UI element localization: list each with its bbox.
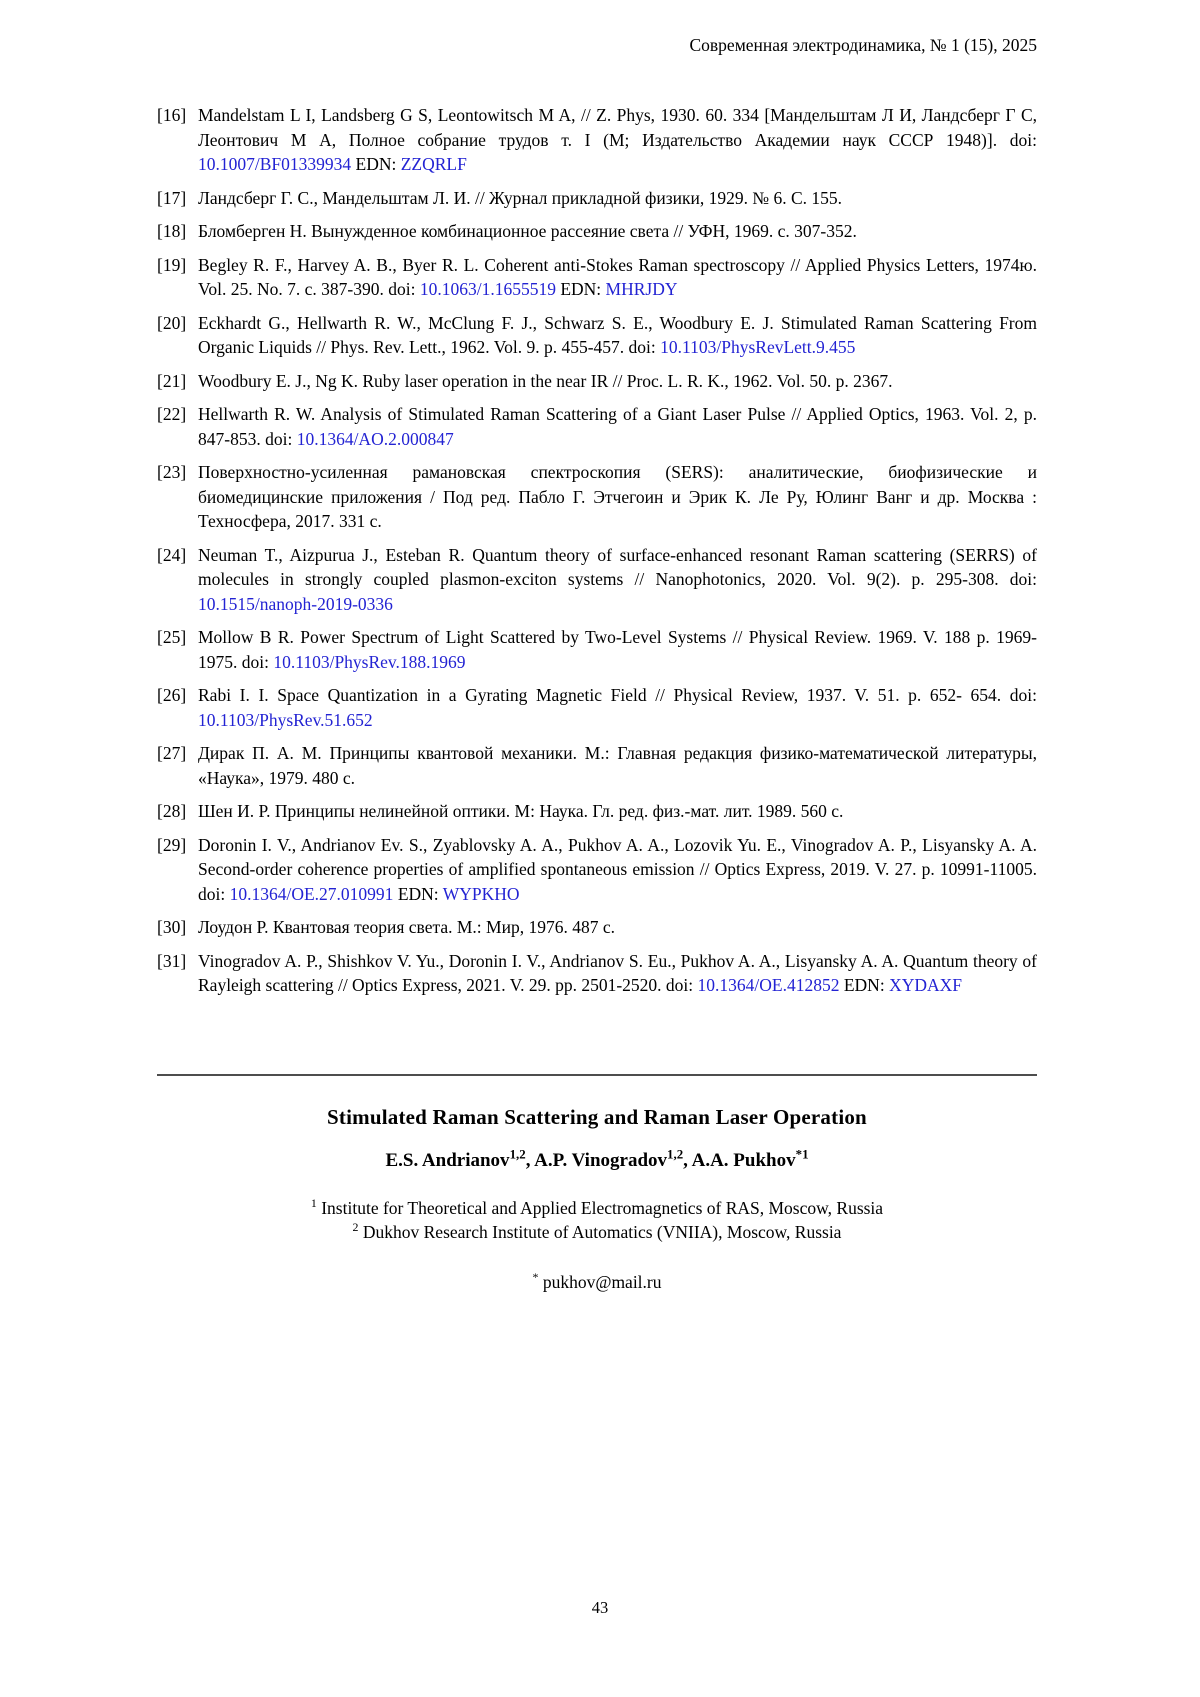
reference-label: [21] [157,370,187,391]
reference-text: Hellwarth R. W. Analysis of Stimulated Raman Scattering of a Giant Laser Pulse // Applied Optics, 1963. Vol. 2, p. 847-853. doi: 10.1364/AO.2.000847 [198,404,1037,449]
reference-text: Ландсберг Г. С., Мандельштам Л. И. // Журнал прикладной физики, 1929. № 6. С. 155. [198,187,842,208]
reference-text: Begley R. F., Harvey A. B., Byer R. L. Coherent anti-Stokes Raman spectroscopy // Applied Physics Letters, 1974ю. Vol. 25. No. 7. с. 387-390. doi: 10.1063/1.1655519 EDN: MHRJDY [198,254,1037,299]
reference-text: Дирак П. А. М. Принципы квантовой механики. М.: Главная редакция физико-математической литературы, «Наука», 1979. 480 с. [198,743,1037,788]
reference-link[interactable]: MHRJDY [605,279,678,299]
reference-item-20 [157,311,1037,360]
reference-label: [30] [157,917,187,937]
section-divider [157,1074,1037,1076]
reference-item-21 [157,369,1037,394]
author-name: A.A. Pukhov$^{*1}$ [691,1146,809,1171]
reference-link[interactable]: WYPKHO [442,883,520,904]
author-name: A.P. Vinogradov$^{1,2}$ [534,1146,684,1171]
authors-line: E.S. Andrianov$^{1,2}$, A.P. Vinogradov$^{1,2}$, A.A. Pukhov$^{*1}$ [385,1146,809,1171]
reference-label: [22] [157,404,187,424]
reference-item-31 [157,949,1037,998]
reference-label: [29] [157,834,187,855]
reference-item-19 [157,253,1037,302]
reference-label: [16] [157,105,187,125]
reference-item-18 [157,219,1037,244]
reference-text: Поверхностно-усиленная рамановская спектроскопия (SERS): аналитические, биофизические и биомедицинские приложения / Под ред. Пабло Г. Этчегоин и Эрик К. Ле Ру, Юлинг Ванг и др. Москва : Техносфера, 2017. 331 с. [198,462,1037,531]
reference-item-16 [157,103,1037,177]
reference-text: Rabi I. I. Space Quantization in a Gyrating Magnetic Field // Physical Review, 1937. V. 51. p. 652- 654. doi: 10.1103/PhysRev.51.652 [198,685,1037,730]
affiliation-marker: 1 [310,1195,317,1210]
reference-text: Vinogradov A. P., Shishkov V. Yu., Doronin I. V., Andrianov S. Eu., Pukhov A. A., Lisyansky A. A. Quantum theory of Rayleigh scattering // Optics Express, 2021. V. 29. pp. 2501-2520. doi: 10.1364/OE.412852 EDN: XYDAXF [198,950,1037,995]
reference-item-22 [157,402,1037,451]
reference-item-30 [157,915,1037,940]
author-affiliation-marker: *1 [795,1146,809,1162]
affiliation-line: $^2$ Dukhov Research Institute of Automatics (VNIIA), Moscow, Russia [352,1219,842,1242]
reference-link[interactable]: 10.1103/PhysRev.188.1969 [273,651,466,672]
reference-link[interactable]: XYDAXF [889,975,962,995]
author-affiliation-marker: 1,2 [509,1146,526,1162]
reference-label: [20] [157,312,187,333]
reference-link[interactable]: 10.1515/nanoph-2019-0336 [198,593,393,614]
affiliation-line: $^1$ Institute for Theoretical and Applied Electromagnetics of RAS, Moscow, Russia [310,1195,884,1218]
journal-header: Современная электродинамика, № 1 (15), 2025 [689,35,1037,55]
reference-item-27 [157,741,1037,790]
reference-link[interactable]: 10.1007/BF01339934 [198,154,352,174]
reference-label: [31] [157,950,187,971]
reference-label: [23] [157,462,187,482]
reference-label: [24] [157,544,187,565]
reference-label: [28] [157,801,187,821]
reference-link[interactable]: 10.1063/1.1655519 [419,279,556,299]
reference-link[interactable]: 10.1103/PhysRev.51.652 [198,709,373,730]
reference-label: [18] [157,221,187,241]
reference-label: [17] [157,187,187,208]
reference-text: Mandelstam L I, Landsberg G S, Leontowitsch M A, // Z. Phys, 1930. 60. 334 [Мандельштам Л И, Ландсберг Г С, Леонтович М А, Полное собрание трудов т. I (М; Издательство Академии наук СССР 1948)]. doi: 10.1007/BF01339934 EDN: ZZQRLF [198,105,1037,174]
reference-label: [25] [157,627,187,647]
reference-link[interactable]: 10.1364/OE.412852 [697,975,840,995]
reference-text: Neuman T., Aizpurua J., Esteban R. Quantum theory of surface-enhanced resonant Raman scattering (SERRS) of molecules in strongly coupled plasmon-exciton systems // Nanophotonics, 2020. Vol. 9(2). p. 295-308. doi: 10.1515/nanoph-2019-0336 [198,544,1037,614]
author-name: E.S. Andrianov$^{1,2}$ [385,1146,526,1171]
reference-link[interactable]: ZZQRLF [400,154,467,174]
reference-item-29 [157,833,1037,907]
reference-text: Eckhardt G., Hellwarth R. W., McClung F. J., Schwarz S. E., Woodbury E. J. Stimulated Raman Scattering From Organic Liquids // Phys. Rev. Lett., 1962. Vol. 9. p. 455-457. doi: 10.1103/PhysRevLett.9.455 [198,312,1037,357]
reference-link[interactable]: 10.1103/PhysRevLett.9.455 [660,337,856,357]
affiliation-marker: 2 [352,1219,359,1234]
reference-text: Шен И. Р. Принципы нелинейной оптики. М: Наука. Гл. ред. физ.-мат. лит. 1989. 560 с. [198,801,844,821]
reference-label: [19] [157,254,187,275]
email-line [157,1269,1037,1293]
reference-item-25 [157,625,1037,674]
reference-text: Бломберген Н. Вынужденное комбинационное рассеяние света // УФН, 1969. с. 307-352. [198,221,857,241]
reference-text: Лоудон Р. Квантовая теория света. М.: Мир, 1976. 487 с. [198,917,615,937]
affiliations-block [157,1196,1037,1244]
reference-item-28 [157,799,1037,824]
reference-item-24 [157,543,1037,617]
reference-text: Woodbury E. J., Ng K. Ruby laser operation in the near IR // Proc. L. R. K., 1962. Vol. 50. p. 2367. [198,370,893,391]
reference-text: Mollow B R. Power Spectrum of Light Scattered by Two-Level Systems // Physical Review. 1969. V. 188 p. 1969-1975. doi: 10.1103/PhysRev.188.1969 [198,627,1037,672]
reference-item-17 [157,186,1037,211]
article-header-block [157,1105,1037,1293]
email-marker: * [532,1269,539,1284]
reference-link[interactable]: 10.1364/OE.27.010991 [229,883,394,904]
page-number: 43 [591,1598,609,1617]
article-title: Stimulated Raman Scattering and Raman Laser Operation [327,1104,867,1129]
reference-text: Doronin I. V., Andrianov Ev. S., Zyablovsky A. A., Pukhov A. A., Lozovik Yu. E., Vinogradov A. P., Lisyansky A. A. Second-order coherence properties of amplified spontaneous emission // Optics Express, 2019. V. 27. p. 10991-11005. doi: 10.1364/OE.27.010991 EDN: WYPKHO [198,834,1037,904]
references-list [157,103,1037,998]
reference-item-26 [157,683,1037,732]
page-content [157,103,1037,1293]
email-address: pukhov@mail.ru [538,1271,662,1292]
reference-label: [27] [157,743,187,763]
reference-label: [26] [157,685,187,705]
reference-link[interactable]: 10.1364/AO.2.000847 [296,428,454,449]
reference-item-23 [157,460,1037,534]
author-affiliation-marker: 1,2 [667,1146,684,1162]
